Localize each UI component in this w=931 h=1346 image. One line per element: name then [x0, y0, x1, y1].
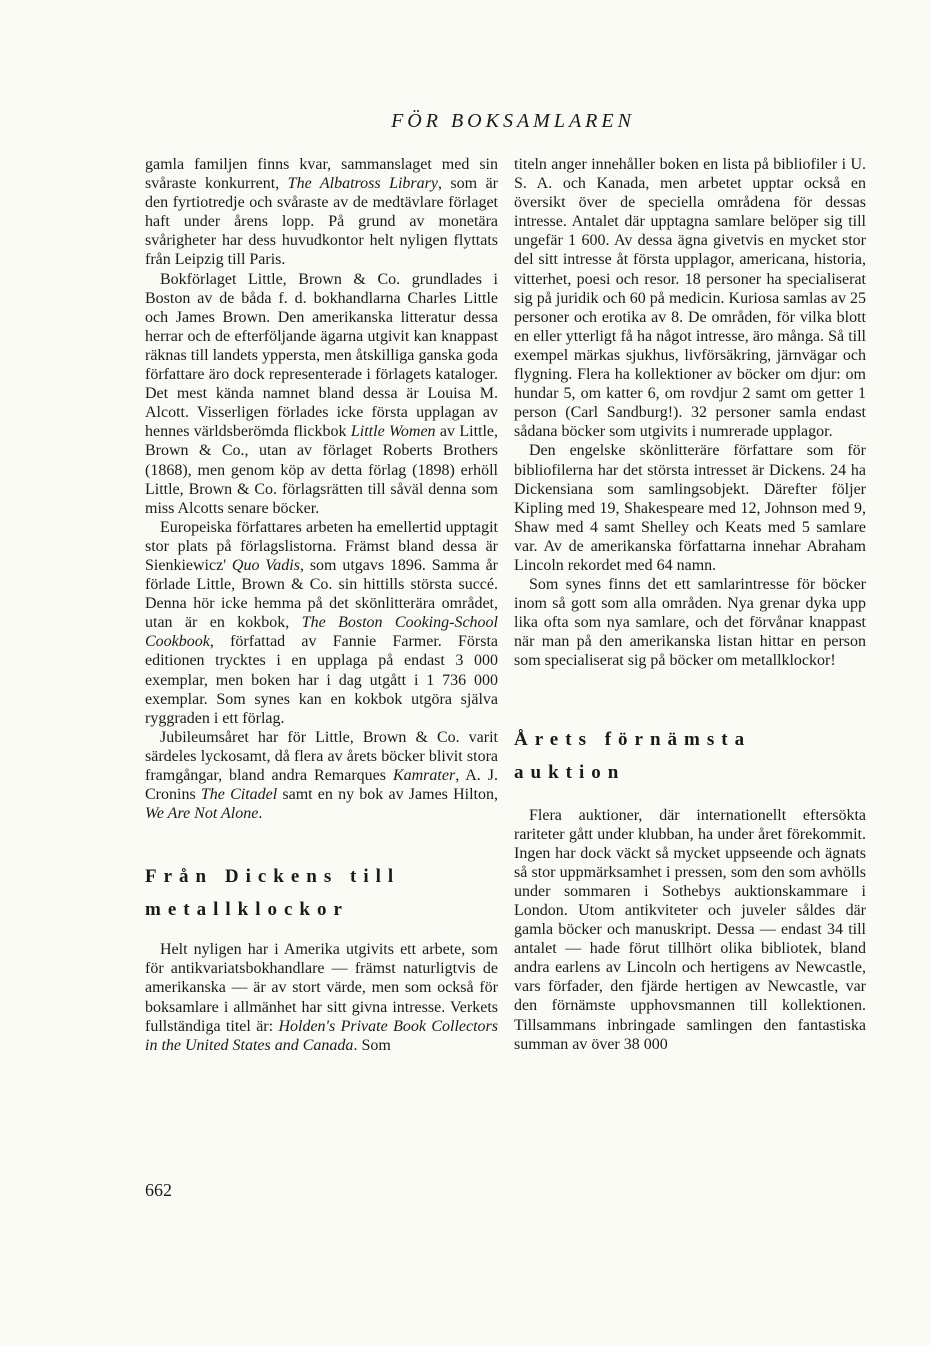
text-run: titeln anger innehåller boken en lista på bibliofiler i U. S. A. och Kanada, men arbetet upptar också en översikt över de speciella områdena för dessas intresse. Antalet där upptagna samlare belöper sig till ungefär 1 600. Av dessa ägna givetvis en mycket stor del sitt intresse åt första upplagor, americana, historia, vitterhet, poesi och resor. 18 personer ha specialiserat sig på juridik och 60 på medicin. Kuriosa samlas av 25 personer och erotika av 8. De områden, för vilka blott en eller ytterligt få ha något intresse, äro många. Så till exempel märkas sjukhus, livförsäkring, järnvägar och flygning. Flera ha kollektioner av böcker om djur: om hundar 5, om katter 6, om rovdjur 2 samt om getter 1 person (Carl Sandburg!). 32 personer samla endast sådana böcker som utgivits i numrerade upplagor. — [514, 156, 866, 441]
italic-title: The Citadel — [200, 786, 278, 804]
italic-title: The Boston Cooking-School Cookbook — [145, 614, 499, 651]
right-section-text — [514, 806, 866, 1054]
italic-title: Little Women — [350, 423, 436, 441]
italic-title: We Are Not Alone — [145, 805, 259, 823]
left-body-text — [145, 155, 498, 823]
paragraph — [145, 728, 498, 823]
paragraph — [145, 270, 498, 518]
running-head: FÖR BOKSAMLAREN — [391, 110, 635, 132]
text-run: Flera auktioner, där internationellt eftersökta rariteter gått under klubban, ha under året förekommit. Ingen har dock väckt så mycket uppseende och ägnats så stor uppmärksamhet i pressen, som den som avhölls under sommaren i Sothebys auktionskammare i London. Utom antikviteter och juveler såldes där gamla böcker och manuskript. Dessa — endast 34 till antalet — hade förut tillhört olika bibliotek, bland andra earlens av Lincoln och hertigens av Newcastle, vars förfader, den fjärde hertigen av Newcastle, var den förnämste upphovsmannen till kollektionen. Tillsammans inbringade samlingen den fantastiska summan av över 38 000 — [514, 806, 866, 1053]
left-section-text — [145, 940, 498, 1055]
section-heading-auction: Årets förnämsta auktion — [514, 728, 752, 783]
text-run: , författad av Fannie Farmer. Första editionen trycktes i en upplaga på endast 3 000 exemplar, men boken har i dag utgått i 1 736 000 exemplar. Som synes kan en kokbok utgöra själva ryggraden i ett förlag. — [145, 633, 498, 727]
text-run: , som är den fyrtiotredje och svåraste av de medtävlare förlaget haft under årens lopp. På grund av monetära svårigheter har dess huvudkontor helt nyligen flyttats från Leipzig till Paris. — [145, 175, 499, 269]
text-run: , som utgavs 1896. Samma år förlade Little, Brown & Co. sin hittills största succé. Denna hör icke hemma på det skönlitterära området, utan är en kokbok, — [145, 556, 499, 632]
text-run: , A. J. Cronins — [145, 767, 498, 804]
text-run: Jubileumsåret har för Little, Brown & Co. varit särdeles lyckosamt, då flera av årets böcker blivit stora framgångar, bland andra Remarques — [145, 728, 498, 784]
italic-title: The Albatross Library — [287, 175, 438, 193]
text-run: . — [258, 805, 263, 823]
page-number: 662 — [145, 1180, 172, 1200]
text-run: samt en ny bok av James Hilton, — [277, 786, 498, 804]
right-column — [514, 155, 866, 1054]
text-run: Den engelske skönlitteräre författare som för bibliofilerna har det största intresset är Dickens. 24 ha Dickensiana som samlingsobjekt. Därefter följer Kipling med 19, Shakespeare med 12, Johnson med 9, Shaw med 4 samt Shelley och Keats med 5 samlare var. Av de amerikanska författarna innehar Abraham Lincoln rekordet med 64 namn. — [514, 442, 866, 574]
paragraph — [514, 155, 866, 441]
paragraph — [514, 806, 866, 1054]
text-run: gamla familjen finns kvar, sammanslaget med sin svåraste konkurrent, — [145, 156, 498, 193]
left-column — [145, 155, 498, 1055]
text-run: . Som — [353, 1036, 391, 1054]
paragraph — [514, 575, 866, 670]
paragraph — [145, 518, 498, 728]
text-run: Helt nyligen har i Amerika utgivits ett arbete, som för antikvariatsbokhandlare — främst naturligtvis de amerikanska — är av stort värde, men som också för boksamlare i allmänhet har sitt givna intresse. Verkets fullständiga titel är: — [145, 941, 498, 1035]
italic-title: Kamrater — [392, 767, 456, 784]
paragraph — [514, 441, 866, 575]
paragraph — [145, 940, 498, 1055]
right-body-text — [514, 155, 866, 671]
italic-title: Holden's Private Book Collectors in the United States and Canada — [145, 1017, 498, 1054]
text-run: Som synes finns det ett samlarintresse för böcker inom så gott som alla områden. Nya grenar dyka upp lika ofta som nya samlare, och det förvånar knappast när man på den amerikanska listan hittar en person som specialiserat sig på böcker om metallklockor! — [514, 576, 866, 670]
text-run: Bokförlaget Little, Brown & Co. grundlades i Boston av de båda f. d. bokhandlarna Charles Little och James Brown. Den amerikanska litteratur dessa herrar och de efterföljande ägarna utgivit kan knappast räknas till landets yppersta, men åtskilliga ganska goda författare äro dock representerade i förlagets kataloger. Det mest kända namnet bland dessa är Louisa M. Alcott. Visserligen förlades icke första upplagan av hennes världsberömda flickbok — [145, 270, 498, 441]
italic-title: Quo Vadis — [231, 556, 300, 574]
text-run: Europeiska författares arbeten ha emellertid upptagit stor plats på förlagslistorna. Främst bland dessa är Sienkiewicz' — [145, 518, 498, 574]
paragraph — [145, 155, 498, 270]
section-heading-dickens: Från Dickens till metallklockor — [145, 866, 401, 921]
text-run: av Little, Brown & Co., utan av förlaget Roberts Brothers (1868), men genom köp av detta förlag (1898) erhöll Little, Brown & Co. förlagsrätten till såväl denna som miss Alcotts senare böcker. — [145, 423, 499, 517]
